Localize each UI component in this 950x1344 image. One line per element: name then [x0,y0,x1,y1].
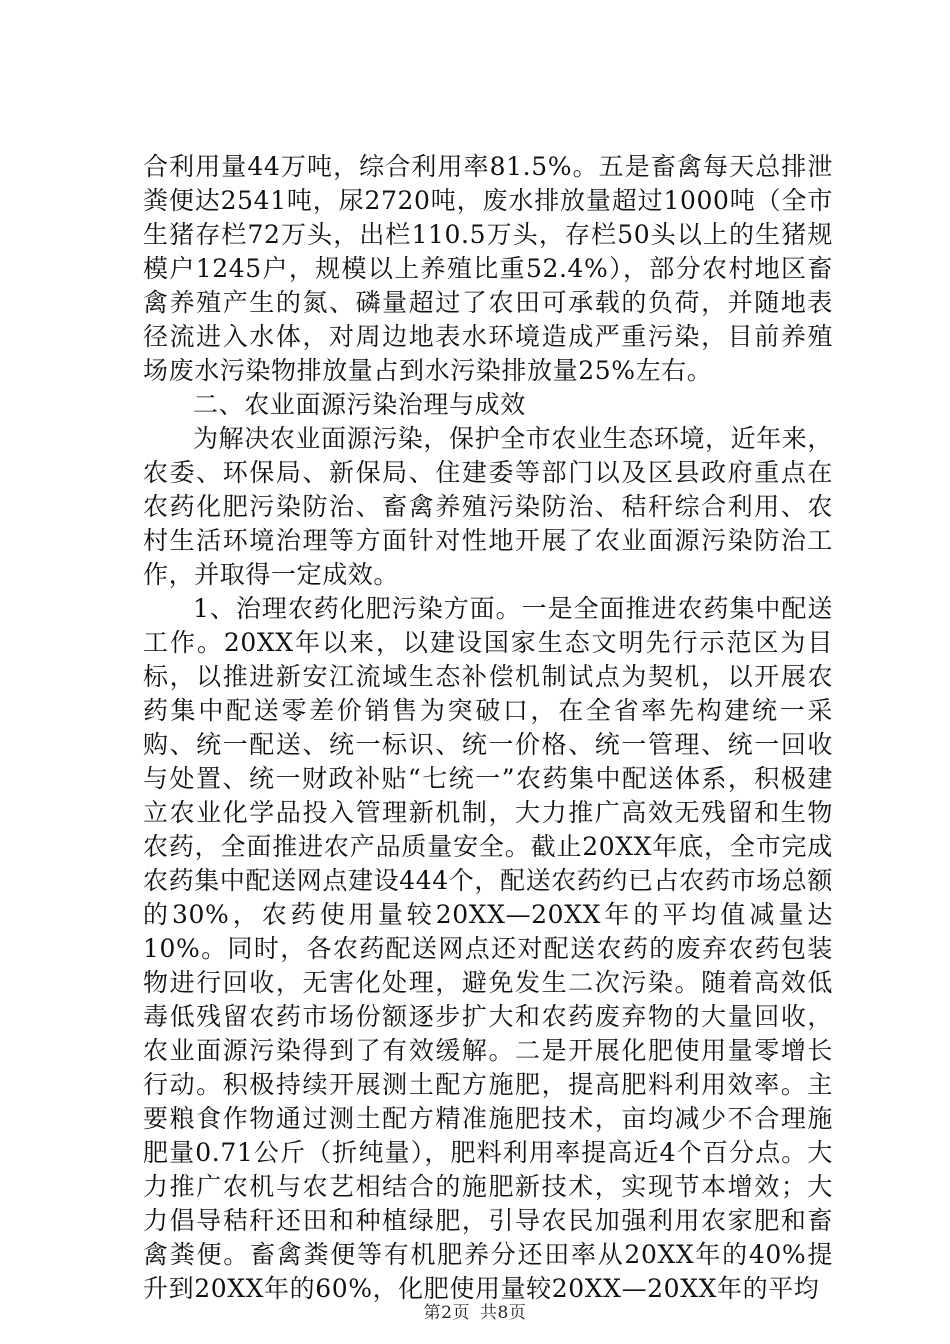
section-heading-governance: 二、农业面源污染治理与成效 [193,390,526,419]
page-total: 共8页 [480,1303,527,1323]
page-number: 第2页 [423,1303,470,1323]
page-footer [0,1298,950,1323]
paragraph-livestock-pollution: 合利用量44万吨，综合利用率81.5%。五是畜禽每天总排泄粪便达2541吨，尿2720吨，废水排放量超过1000吨（全市生猪存栏72万头，出栏110.5万头，存栏50头以上的生猪规模户1245户，规模以上养殖比重52.4%），部分农村地区畜禽养殖产生的氮、磷量超过了农田可承载的负荷，并随地表径流进入水体，对周边地表水环境造成严重污染，目前养殖场废水污染物排放量占到水污染排放量25%左右。 [143,152,833,385]
paragraph-pesticide-fertilizer: 1、治理农药化肥污染方面。一是全面推进农药集中配送工作。20XX年以来，以建设国家生态文明先行示范区为目标，以推进新安江流域生态补偿机制试点为契机，以开展农药集中配送零差价销售为突破口，在全省率先构建统一采购、统一配送、统一标识、统一价格、统一管理、统一回收与处置、统一财政补贴“七统一”农药集中配送体系，积极建立农业化学品投入管理新机制，大力推广高效无残留和生物农药，全面推进农产品质量安全。截止20XX年底，全市完成农药集中配送网点建设444个，配送农药约已占农药市场总额的30%，农药使用量较20XX—20XX年的平均值减量达10%。同时，各农药配送网点还对配送农药的废弃农药包装物进行回收，无害化处理，避免发生二次污染。随着高效低毒低残留农药市场份额逐步扩大和农药废弃物的大量回收，农业面源污染得到了有效缓解。二是开展化肥使用量零增长行动。积极持续开展测土配方施肥，提高肥料利用效率。主要粮食作物通过测土配方精准施肥技术，亩均减少不合理施肥量0.71公斤（折纯量），肥料利用率提高近4个百分点。大力推广农机与农艺相结合的施肥新技术，实现节本增效；大力倡导秸秆还田和种植绿肥，引导农民加强利用农家肥和畜禽粪便。畜禽粪便等有机肥养分还田率从20XX年的40%提升到20XX年的60%，化肥使用量较20XX—20XX年的平均 [143,594,833,1303]
document-body [143,150,833,1306]
paragraph-governance-intro: 为解决农业面源污染，保护全市农业生态环境，近年来，农委、环保局、新保局、住建委等部门以及区县政府重点在农药化肥污染防治、畜禽养殖污染防治、秸秆综合利用、农村生活环境治理等方面针对性地开展了农业面源污染防治工作，并取得一定成效。 [143,424,834,589]
